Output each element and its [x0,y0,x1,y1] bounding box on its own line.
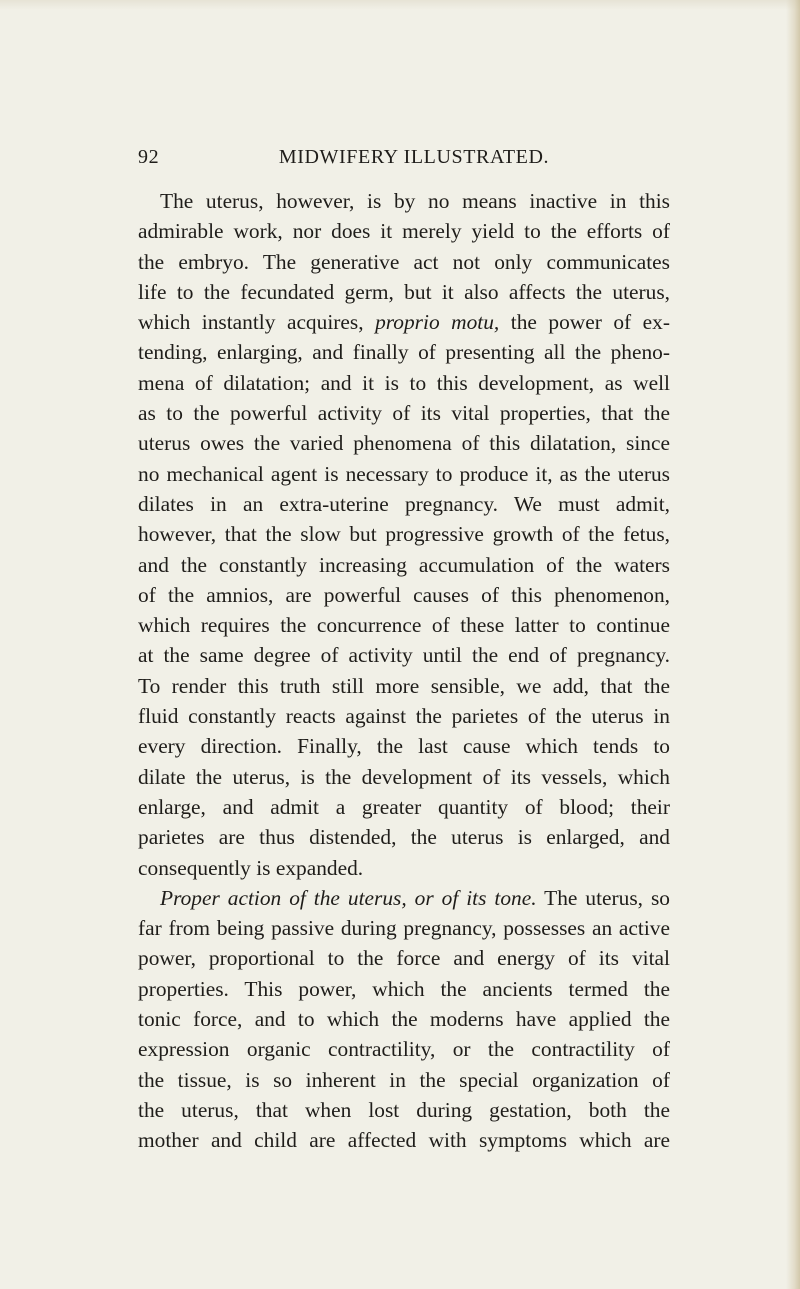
text-line [138,853,670,883]
text-line [138,974,670,1004]
text-line [138,1004,670,1034]
line-text: the tissue, is so inherent in the special organization of [138,1067,670,1092]
text-line [138,277,670,307]
line-text: admirable work, nor does it merely yield to the efforts of [138,219,670,244]
line-text: which requires the concurrence of these latter to continue [138,613,670,638]
line-text: dilate the uterus, is the development of its vessels, which [138,764,670,789]
page-top-shadow [0,0,800,10]
line-text: uterus owes the varied phenomena of this dilatation, since [138,431,670,456]
line-text: no mechanical agent is necessary to produce it, as the uterus [138,461,670,486]
line-text: and the constantly increasing accumulation of the waters [138,552,670,577]
line-text: parietes are thus distended, the uterus is enlarged, and [138,825,670,850]
text-line [138,489,670,519]
line-text: The uterus, however, is by no means inactive in this [160,189,670,213]
text-line [138,610,670,640]
text-line [138,883,670,913]
text-line [138,1125,670,1155]
text-line [138,731,670,761]
text-line [138,519,670,549]
text-line [138,398,670,428]
text-line [138,792,670,822]
text-line [138,428,670,458]
line-text: which instantly acquires, [138,310,376,335]
page-edge-shadow [786,0,800,1289]
line-text: as to the powerful activity of its vital properties, that the [138,401,670,426]
text-line [138,307,670,337]
line-text: To render this truth still more sensible, we add, that the [138,673,670,698]
text-line [138,762,670,792]
line-text: life to the fecundated germ, but it also affects the uterus, [138,279,670,304]
text-line [138,913,670,943]
italic-phrase: Proper action of the uterus, or of its tone. [160,885,537,910]
text-line [138,459,670,489]
text-line [138,247,670,277]
line-text: mother and child are affected with symptoms which are [138,1128,670,1153]
text-line [138,580,670,610]
text-line [138,1034,670,1064]
page-header [138,146,670,170]
text-line [138,216,670,246]
text-line [138,186,670,216]
line-text: dilates in an extra-uterine pregnancy. We must admit, [138,491,670,516]
line-text: of the amnios, are powerful causes of this phenomenon, [138,582,670,607]
line-text: consequently is expanded. [138,855,364,880]
line-text: fluid constantly reacts against the parietes of the uterus in [138,704,670,729]
text-line [138,943,670,973]
text-line [138,1095,670,1125]
text-line [138,822,670,852]
line-text: The uterus, so [536,885,670,910]
line-text: properties. This power, which the ancients termed the [138,976,670,1001]
line-text: power, proportional to the force and energy of its vital [138,946,670,971]
text-line [138,550,670,580]
running-title: MIDWIFERY ILLUSTRATED. [278,146,550,168]
line-text: the uterus, that when lost during gestation, both the [138,1097,670,1122]
line-text: enlarge, and admit a greater quantity of blood; their [138,794,670,819]
line-text: however, that the slow but progressive growth of the fetus, [138,522,670,547]
line-text: far from being passive during pregnancy, possesses an active [138,916,670,941]
text-line [138,337,670,367]
italic-phrase: proprio motu, [375,310,500,335]
text-line [138,640,670,670]
text-line [138,671,670,701]
line-text: at the same degree of activity until the end of pregnancy. [138,643,670,668]
line-text: tonic force, and to which the moderns have applied the [138,1007,670,1032]
line-text: every direction. Finally, the last cause which tends to [138,734,670,759]
line-text: expression organic contractility, or the contractility of [138,1037,670,1062]
text-line [138,701,670,731]
line-text: tending, enlarging, and finally of presenting all the pheno- [138,340,670,365]
line-text: the embryo. The generative act not only communicates [138,249,670,274]
text-line [138,368,670,398]
body-text [138,186,670,1156]
line-text: the power of ex- [499,310,670,335]
text-line [138,1065,670,1095]
line-text: mena of dilatation; and it is to this development, as well [138,370,670,395]
page-number: 92 [138,146,160,168]
